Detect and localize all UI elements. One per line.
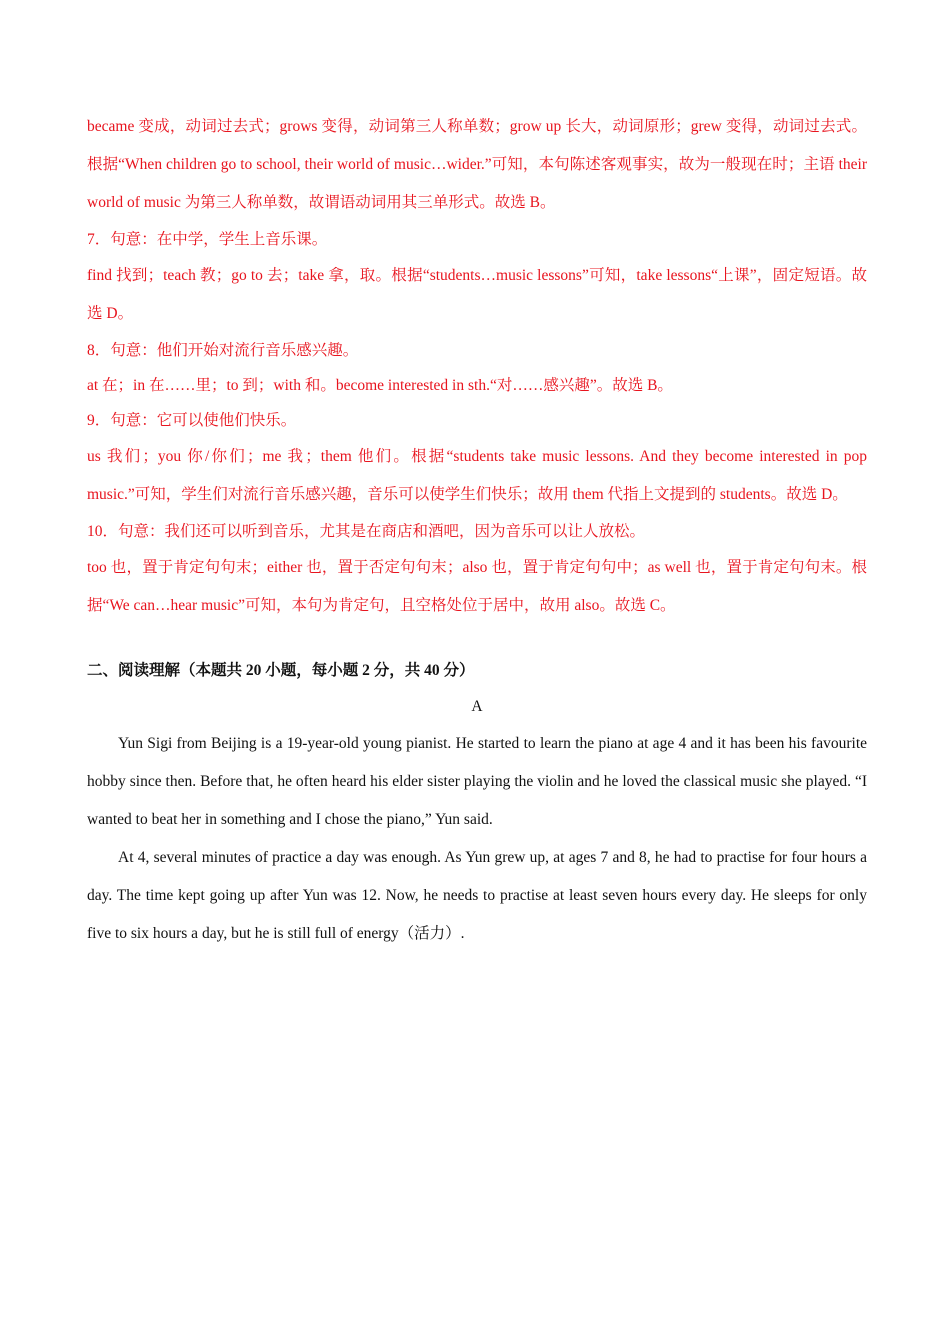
explanation-9-meaning: 9．句意：它可以使他们快乐。: [87, 412, 297, 429]
explanation-10-meaning: 10．句意：我们还可以听到音乐，尤其是在商店和酒吧，因为音乐可以让人放松。: [87, 523, 646, 540]
section-title: 二、阅读理解（本题共 20 小题，每小题 2 分，共 40 分）: [87, 662, 475, 679]
explanation-8-analysis: at 在；in 在……里；to 到；with 和。become interested in sth.“对……感兴趣”。故选 B。: [87, 377, 673, 394]
explanation-6-analysis: became 变成，动词过去式；grows 变得，动词第三人称单数；grow up 长大，动词原形；grew 变得，动词过去式。根据“When children go to school, their world of music…wider.”可知，本句陈述客观事实，故为一般现在时；主语 their world of music 为第三人称单数，故谓语动词用其三单形式。故选 B。: [87, 118, 867, 211]
answer-explanations: [87, 108, 867, 625]
explanation-9-analysis: us 我们；you 你/你们；me 我；them 他们。根据“students take music lessons. And they become interested in pop music.”可知，学生们对流行音乐感兴趣，音乐可以使学生们快乐；故用 them 代指上文提到的 students。故选 D。: [87, 448, 867, 503]
explanation-8-meaning: 8．句意：他们开始对流行音乐感兴趣。: [87, 342, 359, 359]
passage-paragraph-2: At 4, several minutes of practice a day was enough. As Yun grew up, at ages 7 and 8, he had to practise for four hours a day. The time kept going up after Yun was 12. Now, he needs to practise at least seven hours every day. He sleeps for only five to six hours a day, but he is still full of energy（活力）.: [87, 849, 867, 942]
document-page: [87, 108, 867, 953]
explanation-10-analysis: too 也，置于肯定句句末；either 也，置于否定句句末；also 也，置于肯定句句中；as well 也，置于肯定句句末。根据“We can…hear music”可知，本句为肯定句，且空格处位于居中，故用 also。故选 C。: [87, 559, 867, 614]
explanation-7-analysis: find 找到；teach 教；go to 去；take 拿，取。根据“students…music lessons”可知，take lessons“上课”，固定短语。故选 D。: [87, 267, 867, 322]
explanation-7-meaning: 7．句意：在中学，学生上音乐课。: [87, 231, 328, 248]
passage-paragraph-1: Yun Sigi from Beijing is a 19-year-old young pianist. He started to learn the piano at age 4 and it has been his favourite hobby since then. Before that, he often heard his elder sister playing the violin and he loved the classical music she played. “I wanted to beat her in something and I chose the piano,” Yun said.: [87, 735, 867, 828]
passage-label: A: [471, 698, 483, 715]
reading-passage: [87, 725, 867, 953]
